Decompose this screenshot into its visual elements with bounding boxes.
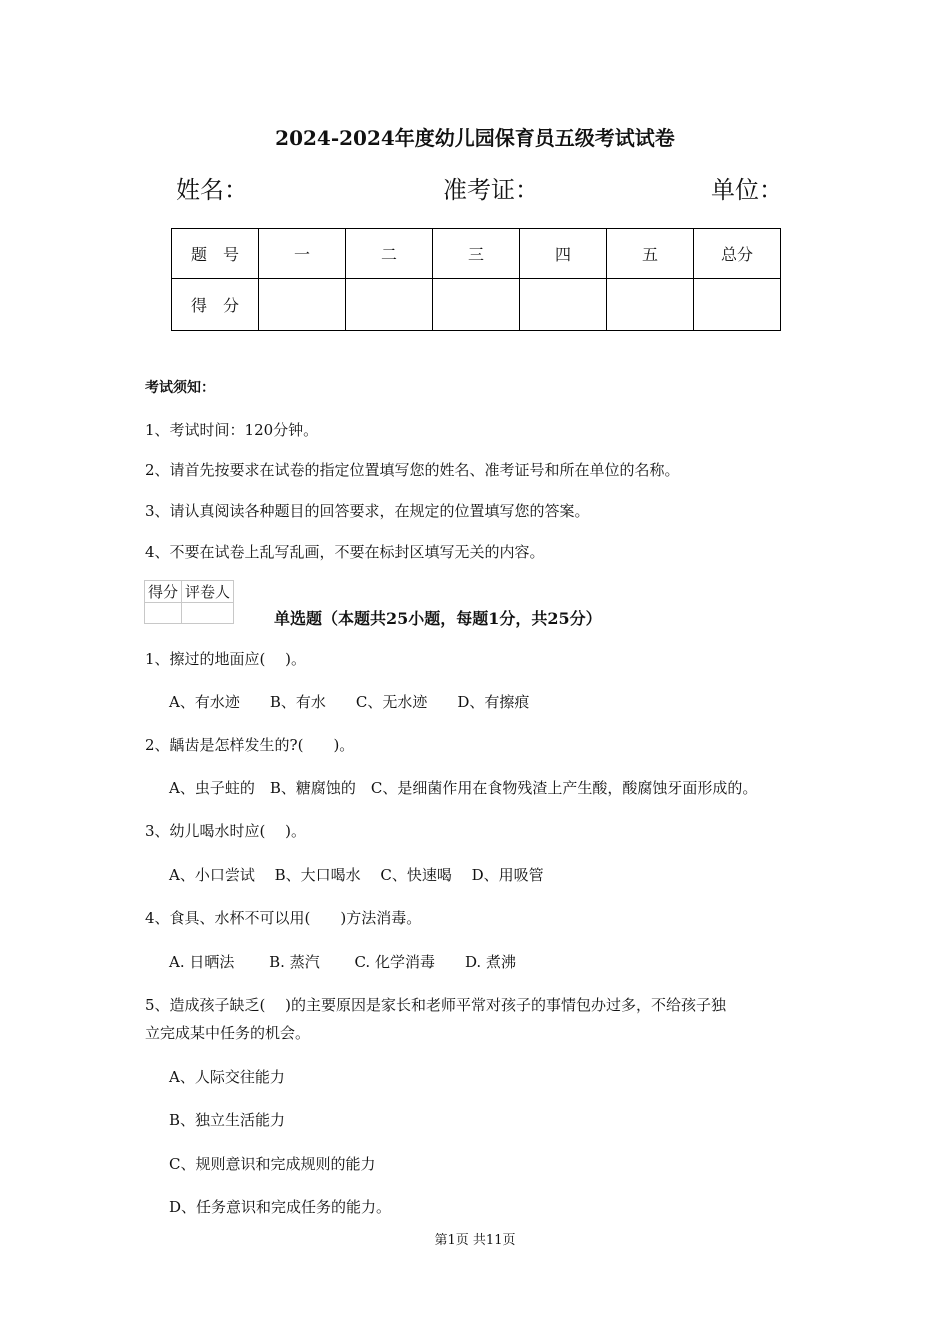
question-1-options: A、有水迹 B、有水 C、无水迹 D、有擦痕: [169, 693, 530, 711]
notice-item: 3、请认真阅读各种题目的回答要求，在规定的位置填写您的答案。: [145, 502, 590, 520]
header-section-5: 五: [607, 229, 694, 279]
section-title: 单选题（本题共25小题，每题1分，共25分）: [274, 609, 602, 628]
question-5-option-b: B、独立生活能力: [169, 1111, 286, 1129]
header-section-2: 二: [346, 229, 433, 279]
question-4-options: A. 日晒法 B. 蒸汽 C. 化学消毒 D. 煮沸: [169, 953, 516, 971]
grader-score-label: 得分: [145, 581, 182, 603]
score-table: [171, 228, 781, 331]
header-section-4: 四: [520, 229, 607, 279]
question-3-options: A、小口尝试 B、大口喝水 C、快速喝 D、用吸管: [169, 866, 544, 884]
question-5-line-2: 立完成某中任务的机会。: [145, 1024, 311, 1042]
question-3: 3、幼儿喝水时应( )。: [145, 822, 307, 840]
score-cell-1: [259, 279, 346, 331]
score-cell-3: [433, 279, 520, 331]
score-cell-5: [607, 279, 694, 331]
question-4: 4、食具、水杯不可以用( )方法消毒。: [145, 909, 422, 927]
grader-reviewer-label: 评卷人: [182, 581, 234, 603]
score-cell-2: [346, 279, 433, 331]
question-5-option-a: A、人际交往能力: [169, 1068, 285, 1086]
header-question-number: 题 号: [172, 229, 259, 279]
notice-item: 1、考试时间：120分钟。: [145, 421, 319, 439]
grader-score-cell: [145, 603, 182, 624]
notice-item: 4、不要在试卷上乱写乱画，不要在标封区填写无关的内容。: [145, 543, 545, 561]
question-5-option-d: D、任务意识和完成任务的能力。: [169, 1198, 392, 1216]
unit-label: 单位：: [711, 176, 783, 204]
question-5-line-1: 5、造成孩子缺乏( )的主要原因是家长和老师平常对孩子的事情包办过多，不给孩子独: [145, 996, 727, 1014]
question-2: 2、龋齿是怎样发生的?( )。: [145, 736, 355, 754]
notice-heading: 考试须知：: [145, 380, 215, 396]
page-title: 2024-2024年度幼儿园保育员五级考试试卷: [275, 126, 675, 150]
ticket-label: 准考证：: [443, 176, 539, 204]
question-5-option-c: C、规则意识和完成规则的能力: [169, 1155, 376, 1173]
grader-table: [144, 580, 234, 624]
score-cell-4: [520, 279, 607, 331]
notice-item: 2、请首先按要求在试卷的指定位置填写您的姓名、准考证号和所在单位的名称。: [145, 461, 680, 479]
score-table-score-row: [172, 279, 781, 331]
header-section-3: 三: [433, 229, 520, 279]
score-row-label: 得 分: [172, 279, 259, 331]
score-table-header-row: [172, 229, 781, 279]
header-section-1: 一: [259, 229, 346, 279]
grader-reviewer-cell: [182, 603, 234, 624]
question-1: 1、擦过的地面应( )。: [145, 650, 307, 668]
header-total: 总分: [694, 229, 781, 279]
question-2-options: A、虫子蛀的 B、糖腐蚀的 C、是细菌作用在食物残渣上产生酸，酸腐蚀牙面形成的。: [169, 779, 758, 797]
score-cell-total: [694, 279, 781, 331]
name-label: 姓名：: [176, 176, 248, 204]
page-footer: 第1页 共11页: [434, 1233, 516, 1248]
